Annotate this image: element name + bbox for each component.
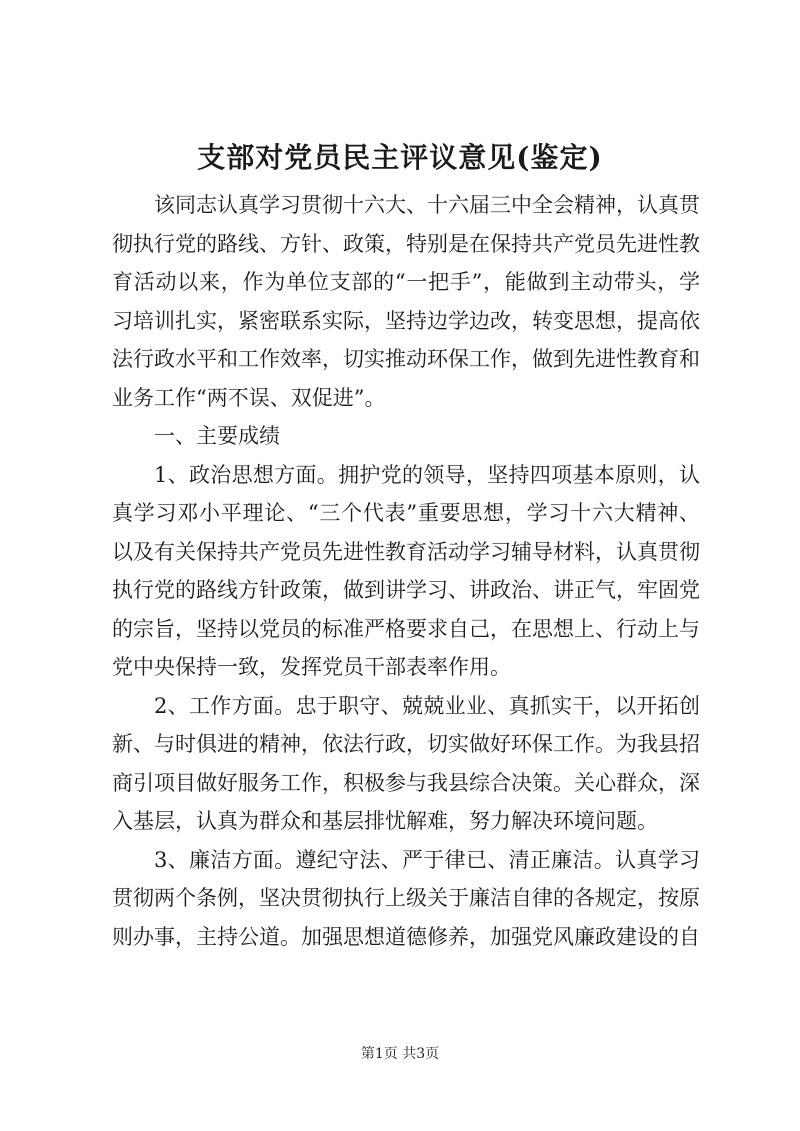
document-title: 支部对党员民主评议意见(鉴定) [197, 141, 603, 174]
paragraph-political-thought: 1、政治思想方面。拥护党的领导，坚持四项基本原则，认真学习邓小平理论、“三个代表”重要思想，学习十六大精神、以及有关保持共产党员先进性教育活动学习辅导材料，认真贯彻执行党的路线方针政策，做到讲学习、讲政治、讲正气，牢固党的宗旨，坚持以党员的标准严格要求自己，在思想上、行动上与党中央保持一致，发挥党员干部表率作用。 [112, 462, 700, 679]
page-number-footer: 第1页 共3页 [360, 1046, 440, 1062]
section-heading-main-achievements: 一、主要成绩 [154, 424, 280, 448]
document-body [112, 186, 700, 956]
paragraph-integrity: 3、廉洁方面。遵纪守法、严于律已、清正廉洁。认真学习贯彻两个条例，坚决贯彻执行上级关于廉洁自律的各规定，按原则办事，主持公道。加强思想道德修养，加强党风廉政建设的自 [112, 847, 700, 949]
paragraph-intro: 该同志认真学习贯彻十六大、十六届三中全会精神，认真贯彻执行党的路线、方针、政策，特别是在保持共产党员先进性教育活动以来，作为单位支部的“一把手”，能做到主动带头，学习培训扎实，紧密联系实际，坚持边学边改，转变思想，提高依法行政水平和工作效率，切实推动环保工作，做到先进性教育和业务工作“两不误、双促进”。 [112, 193, 700, 410]
paragraph-work: 2、工作方面。忠于职守、兢兢业业、真抓实干，以开拓创新、与时俱进的精神，依法行政，切实做好环保工作。为我县招商引项目做好服务工作，积极参与我县综合决策。关心群众，深入基层，认真为群众和基层排忧解难，努力解决环境问题。 [112, 693, 700, 833]
